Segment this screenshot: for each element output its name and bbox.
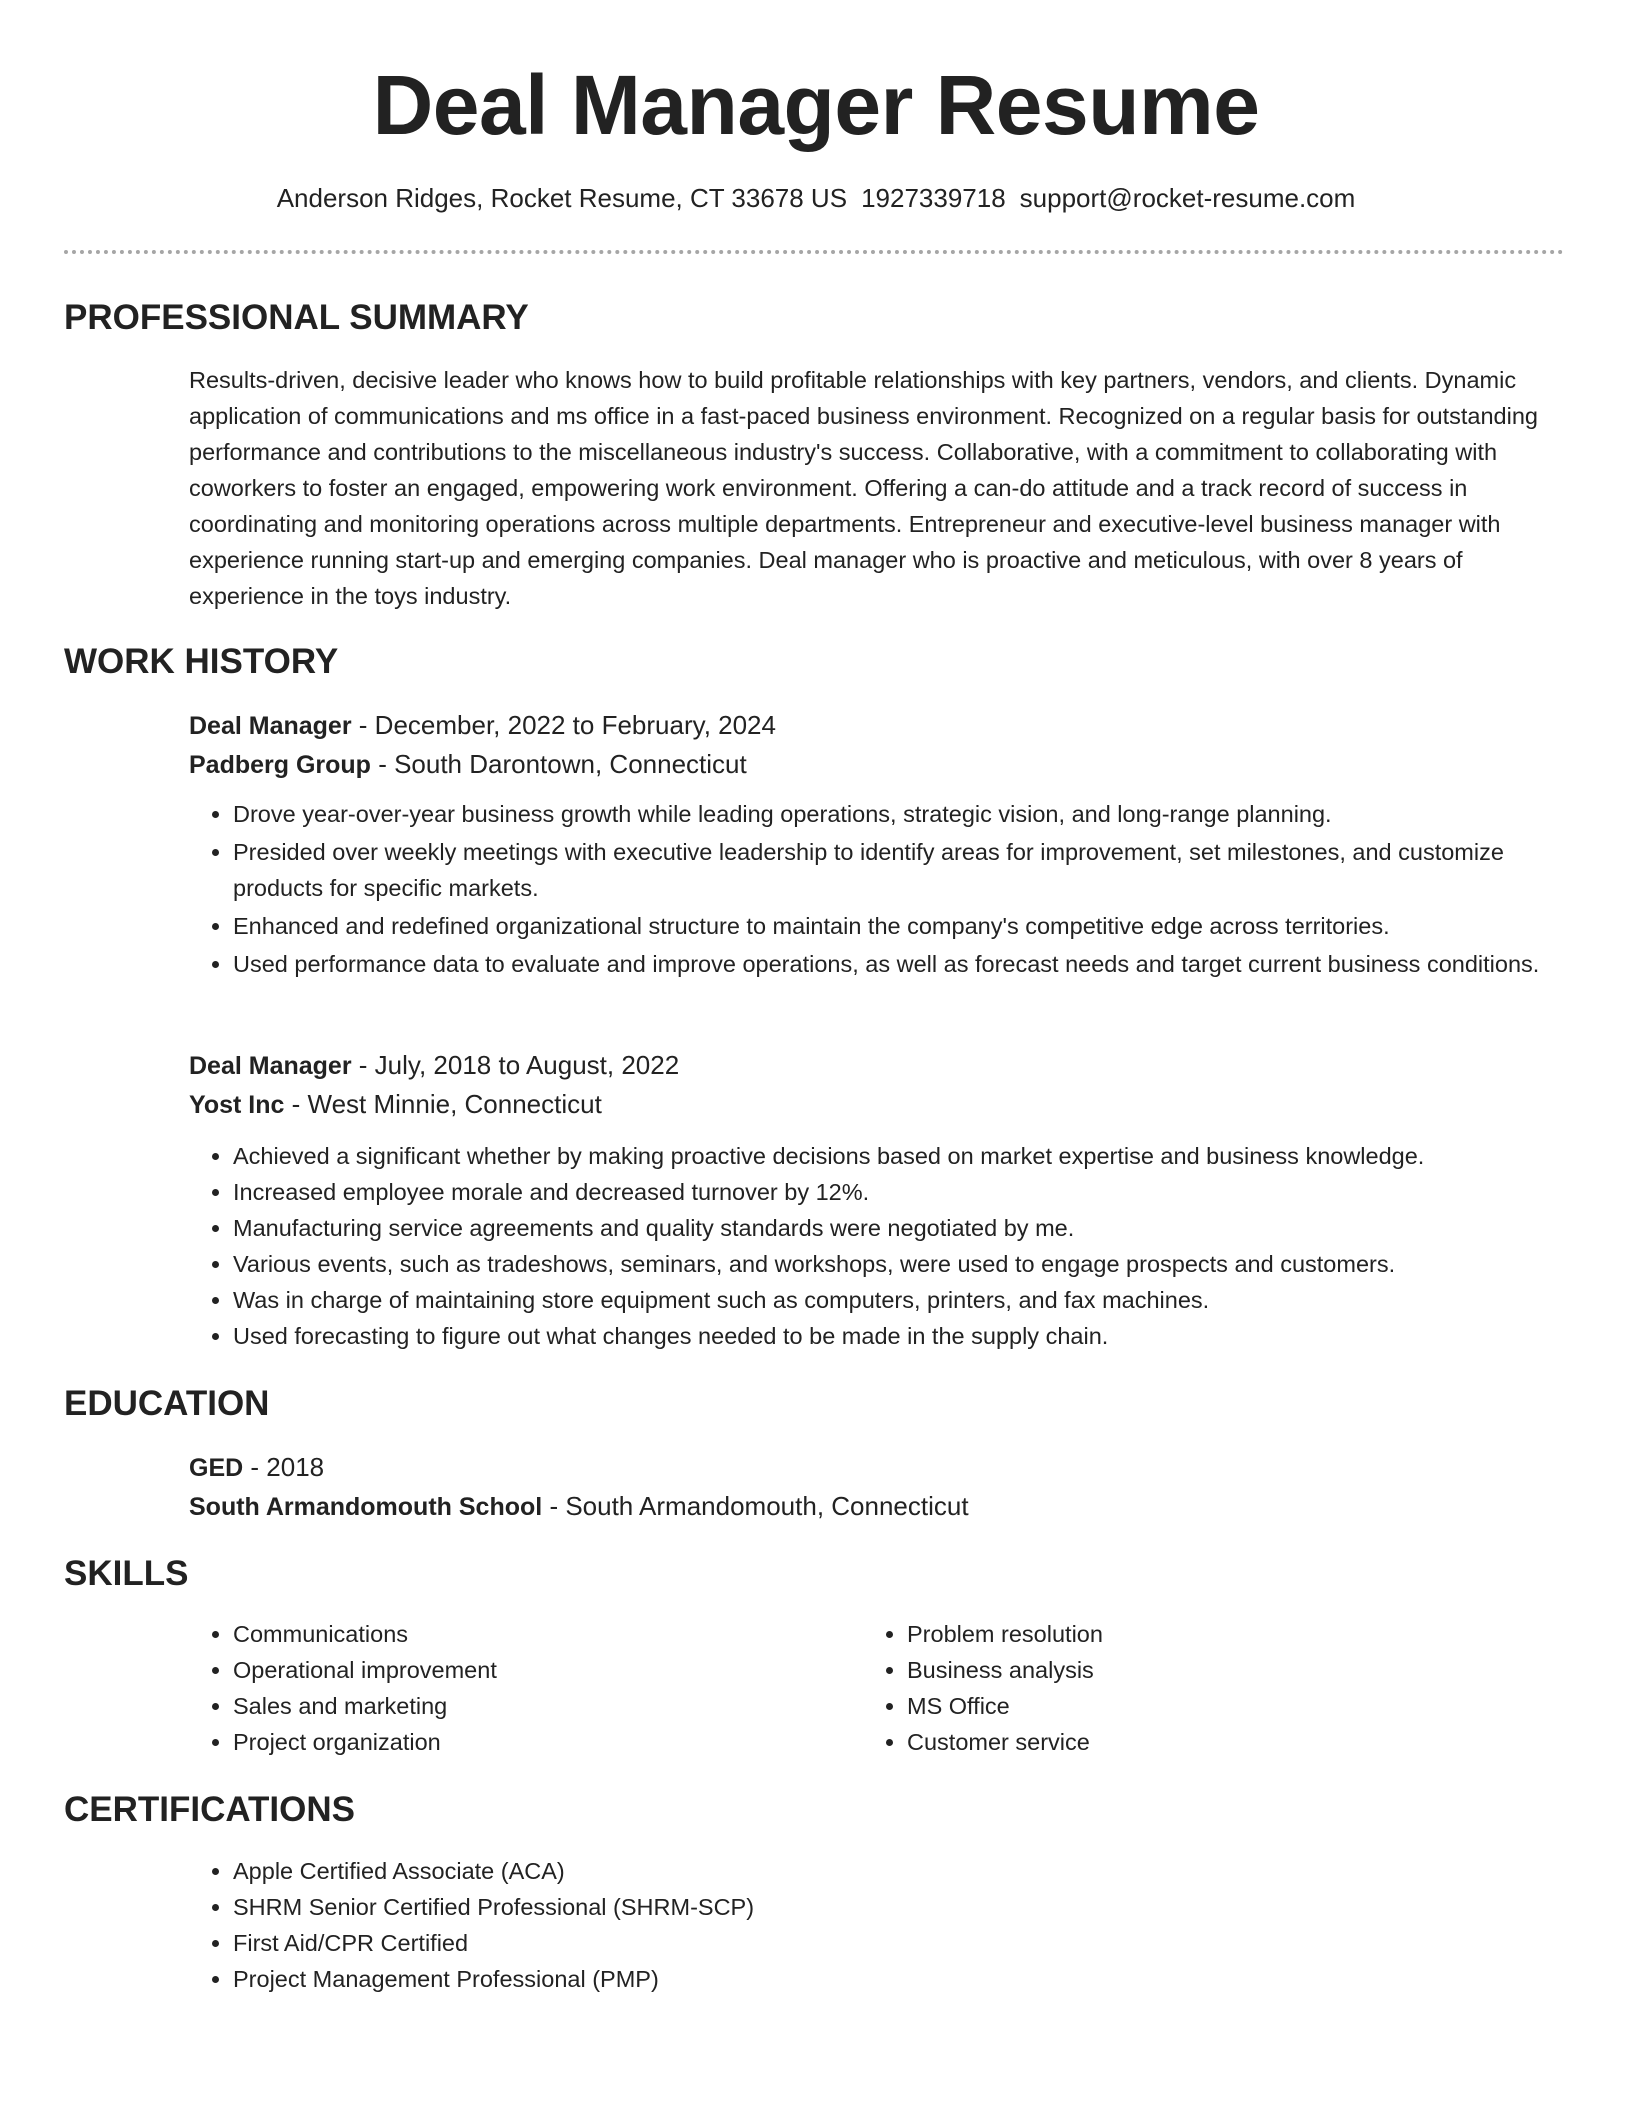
work-history-heading: WORK HISTORY [64, 642, 339, 681]
job-entry [189, 1046, 1565, 1354]
contact-line [0, 178, 1632, 218]
list-item: • SHRM Senior Certified Professional (SHRM-SCP) [233, 1889, 1565, 1925]
list-item: • Various events, such as tradeshows, seminars, and workshops, were used to engage prospects and customers. [233, 1246, 1565, 1282]
summary-text: Results-driven, decisive leader who knows how to build profitable relationships with key partners, vendors, and clients. Dynamic application of communications and ms office in a fast-paced business environment. Recognized on a regular basis for outstanding performance and contributions to the miscellaneous industry's success. Collaborative, with a commitment to collaborating with coworkers to foster an engaged, empowering work environment. Offering a can-do attitude and a track record of success in coordinating and monitoring operations across multiple departments. Entrepreneur and executive-level business manager with experience running start-up and emerging companies. Deal manager who is proactive and meticulous, with over 8 years of experience in the toys industry. [189, 367, 1538, 609]
job-bullets [189, 796, 1565, 982]
skills-column-left [189, 1616, 789, 1760]
list-item: • Achieved a significant whether by making proactive decisions based on market expertise and business knowledge. [233, 1138, 1565, 1174]
degree: GED [189, 1454, 244, 1482]
degree-line [189, 1448, 1565, 1487]
list-item: • Project Management Professional (PMP) [233, 1961, 1565, 1997]
summary-block [189, 362, 1565, 614]
job-title: Deal Manager [189, 1052, 352, 1080]
contact-email: support@rocket-resume.com [1019, 183, 1356, 213]
list-item: • Manufacturing service agreements and quality standards were negotiated by me. [233, 1210, 1565, 1246]
list-item: • Business analysis [907, 1652, 1463, 1688]
list-item: • First Aid/CPR Certified [233, 1925, 1565, 1961]
skills-bullets [863, 1616, 1463, 1760]
list-item: • Customer service [907, 1724, 1463, 1760]
list-item: • Sales and marketing [233, 1688, 789, 1724]
school-name: South Armandomouth School [189, 1493, 543, 1521]
list-item: • Increased employee morale and decreased turnover by 12%. [233, 1174, 1565, 1210]
list-item: • Drove year-over-year business growth while leading operations, strategic vision, and long-range planning. [233, 796, 1565, 832]
school-line [189, 1487, 1565, 1526]
list-item: • MS Office [907, 1688, 1463, 1724]
skills-heading: SKILLS [64, 1554, 189, 1593]
list-item: • Apple Certified Associate (ACA) [233, 1853, 1565, 1889]
list-item: • Used performance data to evaluate and improve operations, as well as forecast needs and target current business conditions. [233, 946, 1565, 982]
job-company: Padberg Group [189, 751, 371, 779]
certifications-heading: CERTIFICATIONS [64, 1790, 356, 1829]
job-entry [189, 706, 1565, 984]
skills-column-right [863, 1616, 1463, 1760]
job-title-line [189, 706, 1565, 745]
education-entry [189, 1448, 1565, 1526]
list-item: • Operational improvement [233, 1652, 789, 1688]
education-heading: EDUCATION [64, 1384, 270, 1423]
job-bullets [189, 1138, 1565, 1354]
school-location: - South Armandomouth, Connecticut [542, 1491, 969, 1521]
list-item: • Enhanced and redefined organizational structure to maintain the company's competitive edge across territories. [233, 908, 1565, 944]
resume-title: Deal Manager Resume [372, 58, 1260, 152]
header-divider [64, 250, 1564, 254]
job-company: Yost Inc [189, 1091, 285, 1119]
job-company-line [189, 745, 1565, 784]
list-item: • Used forecasting to figure out what changes needed to be made in the supply chain. [233, 1318, 1565, 1354]
job-dates: - December, 2022 to February, 2024 [351, 710, 776, 740]
summary-heading: PROFESSIONAL SUMMARY [64, 298, 529, 337]
contact-phone: 1927339718 [861, 183, 1006, 213]
list-item: • Problem resolution [907, 1616, 1463, 1652]
job-dates: - July, 2018 to August, 2022 [351, 1050, 680, 1080]
list-item: • Presided over weekly meetings with executive leadership to identify areas for improvement, set milestones, and customize products for specific markets. [233, 834, 1565, 906]
certifications-bullets [189, 1853, 1565, 1997]
contact-address: Anderson Ridges, Rocket Resume, CT 33678 US [276, 183, 848, 213]
certifications-list [189, 1853, 1565, 1997]
list-item: • Was in charge of maintaining store equipment such as computers, printers, and fax machines. [233, 1282, 1565, 1318]
job-company-line [189, 1085, 1565, 1124]
list-item: • Communications [233, 1616, 789, 1652]
degree-year: - 2018 [243, 1452, 325, 1482]
list-item: • Project organization [233, 1724, 789, 1760]
skills-bullets [189, 1616, 789, 1760]
job-location: - South Darontown, Connecticut [370, 749, 747, 779]
job-title-line [189, 1046, 1565, 1085]
job-title: Deal Manager [189, 712, 352, 740]
job-location: - West Minnie, Connecticut [284, 1089, 602, 1119]
